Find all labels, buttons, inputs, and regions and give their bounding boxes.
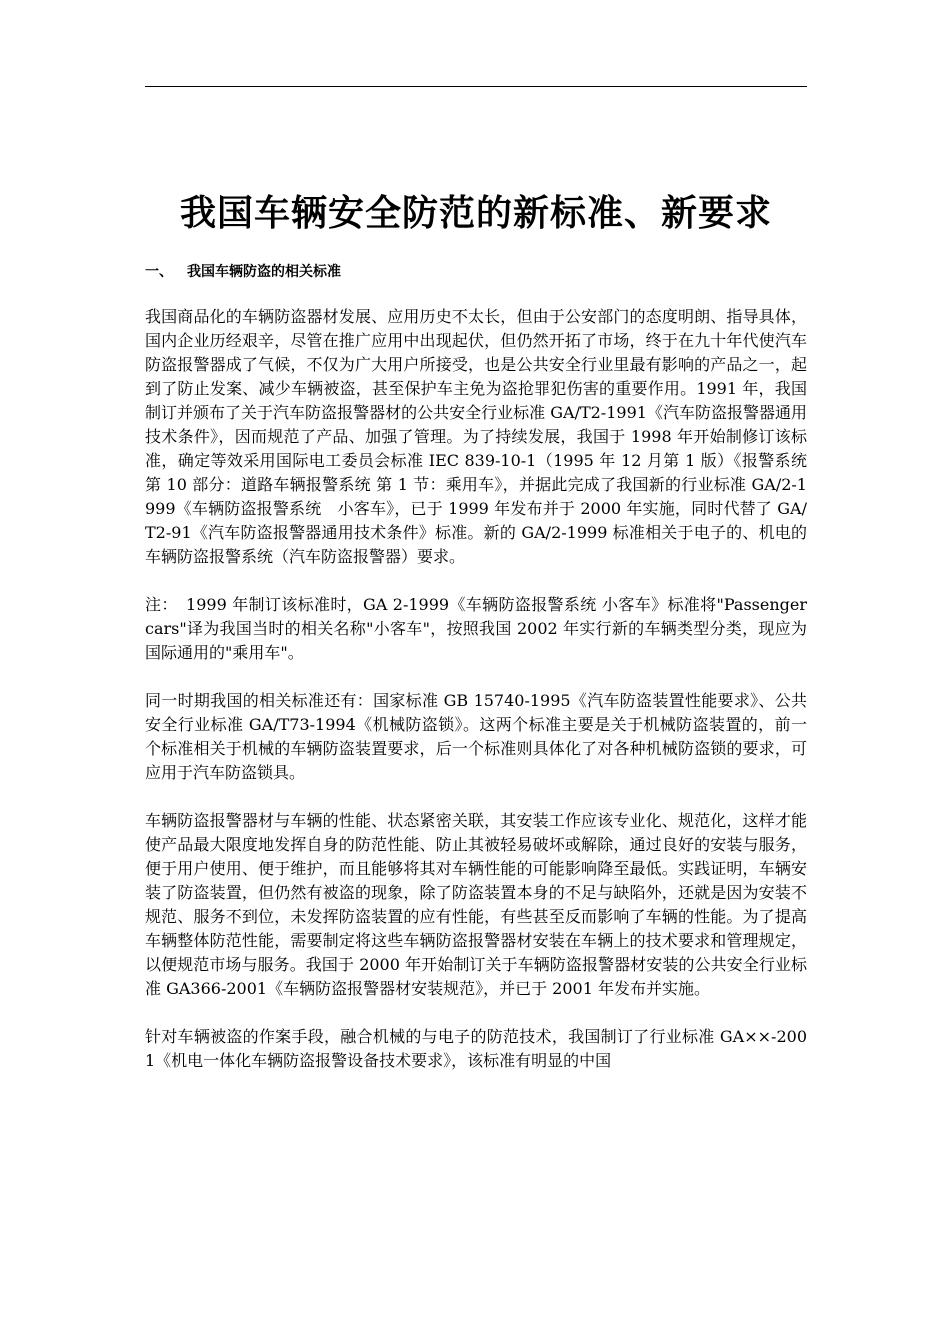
paragraph-mechatronic: 针对车辆被盗的作案手段，融合机械的与电子的防范技术，我国制订了行业标准 GA××-2001《机电一体化车辆防盗报警设备技术要求》，该标准有明显的中国 [145, 1027, 807, 1070]
section-heading-text: 我国车辆防盗的相关标准 [187, 264, 341, 280]
header-rule [145, 86, 807, 87]
paragraph-installation: 车辆防盗报警器材与车辆的性能、状态紧密关联，其安装工作应该专业化、规范化，这样才能使产品最大限度地发挥自身的防范性能、防止其被轻易破坏或解除，通过良好的安装与服务，便于用户使用、便于维护，而且能够将其对车辆性能的可能影响降至最低。实践证明，车辆安装了防盗装置，但仍然有被盗的现象，除了防盗装置本身的不足与缺陷外，还就是因为安装不规范、服务不到位，未发挥防盗装置的应有性能，有些甚至反而影响了车辆的性能。为了提高车辆整体防范性能，需要制定将这些车辆防盗报警器材安装在车辆上的技术要求和管理规定，以便规范市场与服务。我国于 2000 年开始制订关于车辆防盗报警器材安装的公共安全行业标准 GA366-2001《车辆防盗报警器材安装规范》，并已于 2001 年发布并实施。 [145, 811, 807, 998]
paragraph-related-standards: 同一时期我国的相关标准还有：国家标准 GB 15740-1995《汽车防盗装置性能要求》、公共安全行业标准 GA/T73-1994《机械防盗锁》。这两个标准主要是关于机械防盗装置的，前一个标准相关于机械的车辆防盗装置要求，后一个标准则具体化了对各种机械防盗锁的要求，可应用于汽车防盗锁具。 [145, 691, 807, 782]
paragraph-note: 注： 1999 年制订该标准时，GA 2-1999《车辆防盗报警系统 小客车》标准将"Passenger cars"译为我国当时的相关名称"小客车"，按照我国 2002 年实行新的车辆类型分类，现应为国际通用的"乘用车"。 [145, 595, 807, 662]
paragraph-standards-history: 我国商品化的车辆防盗器材发展、应用历史不太长，但由于公安部门的态度明朗、指导具体，国内企业历经艰辛，尽管在推广应用中出现起伏，但仍然开拓了市场，终于在九十年代使汽车防盗报警器成了气候，不仅为广大用户所接受，也是公共安全行业里最有影响的产品之一，起到了防止发案、减少车辆被盗，甚至保护车主免为盗抢罪犯伤害的重要作用。1991 年，我国制订并颁布了关于汽车防盗报警器材的公共安全行业标准 GA/T2-1991《汽车防盗报警器通用技术条件》，因而规范了产品、加强了管理。为了持续发展，我国于 1998 年开始制修订该标准，确定等效采用国际电工委员会标准 IEC 839-10-1（1995 年 12 月第 1 版）《报警系统 第 10 部分：道路车辆报警系统 第 1 节：乘用车》，并据此完成了我国新的行业标准 GA/2-1999《车辆防盗报警系统 小客车》，已于 1999 年发布并于 2000 年实施，同时代替了 GA/T2-91《汽车防盗报警器通用技术条件》标准。新的 GA/2-1999 标准相关于电子的、机电的车辆防盗报警系统（汽车防盗报警器）要求。 [145, 307, 807, 566]
document-body [145, 305, 807, 1097]
section-heading [145, 262, 341, 282]
section-number: 一、 [145, 264, 173, 280]
document-title: 我国车辆安全防范的新标准、新要求 [179, 193, 772, 234]
